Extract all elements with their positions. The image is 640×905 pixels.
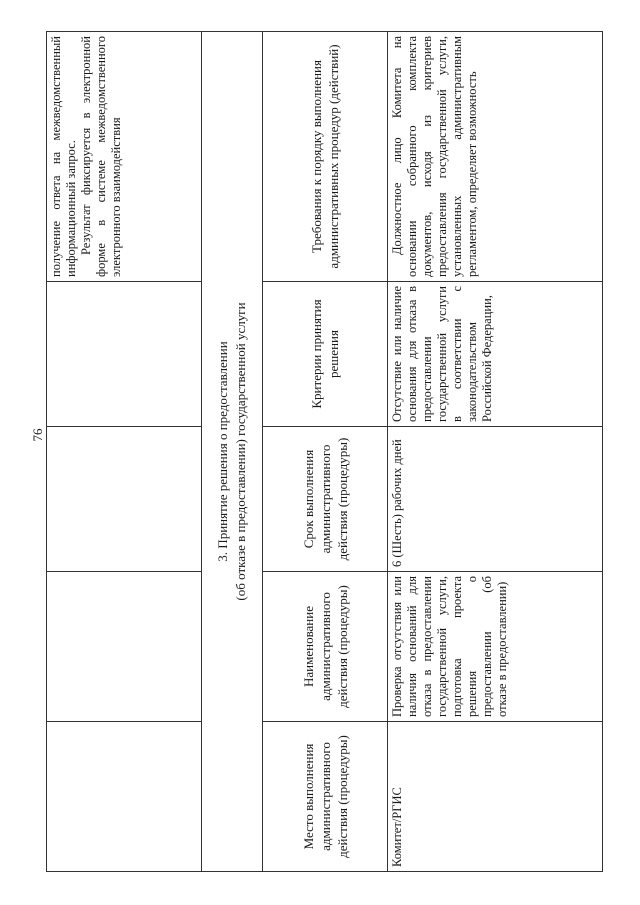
header-name: Наименование административного действия (процедуры)	[263, 572, 388, 722]
header-criteria: Критерии принятия решения	[263, 282, 388, 427]
header-requirements: Требования к порядку выполнения административных процедур (действий)	[263, 32, 388, 282]
header-row	[263, 32, 388, 872]
cell-criteria: Отсутствие или наличие основания для отказа в предоставлении государственной услуги в соответствии с законодательством Российской Федерации,	[388, 282, 603, 427]
section-title-line-1: 3. Принятие решения о предоставлении	[215, 341, 230, 562]
table-row	[388, 32, 603, 872]
cell-term: 6 (Шесть) рабочих дней	[388, 427, 603, 572]
continuation-cell	[47, 32, 202, 282]
continuation-row	[47, 32, 202, 872]
section-row	[202, 32, 263, 872]
cell-requirements: Должностное лицо Комитета на основании собранного комплекта документов, исходя из критериев предоставления государственной услуги, установленных административным регламентом, определяет возможность	[388, 32, 603, 282]
continuation-text-1: получение ответа на межведомственный информационный запрос.	[49, 36, 78, 277]
cell-place: Комитет/РГИС	[388, 722, 603, 872]
rotated-table-wrapper	[46, 32, 594, 872]
continuation-text-2: Результат фиксируется в электронной форме в системе межведомственного электронного взаимодействия	[79, 36, 123, 277]
cell-name: Проверка отсутствия или наличия оснований для отказа в предоставлении государственной услуги, подготовка проекта решения о предоставлении (об отказе в предоставлении)	[388, 572, 603, 722]
section-title-line-2: (об отказе в предоставлении) государственной услуги	[233, 302, 248, 601]
section-title	[202, 32, 263, 872]
procedure-table	[46, 31, 603, 872]
page-number: 76	[30, 428, 45, 442]
header-term: Срок выполнения административного действия (процедуры)	[263, 427, 388, 572]
header-place: Место выполнения административного действия (процедуры)	[263, 722, 388, 872]
